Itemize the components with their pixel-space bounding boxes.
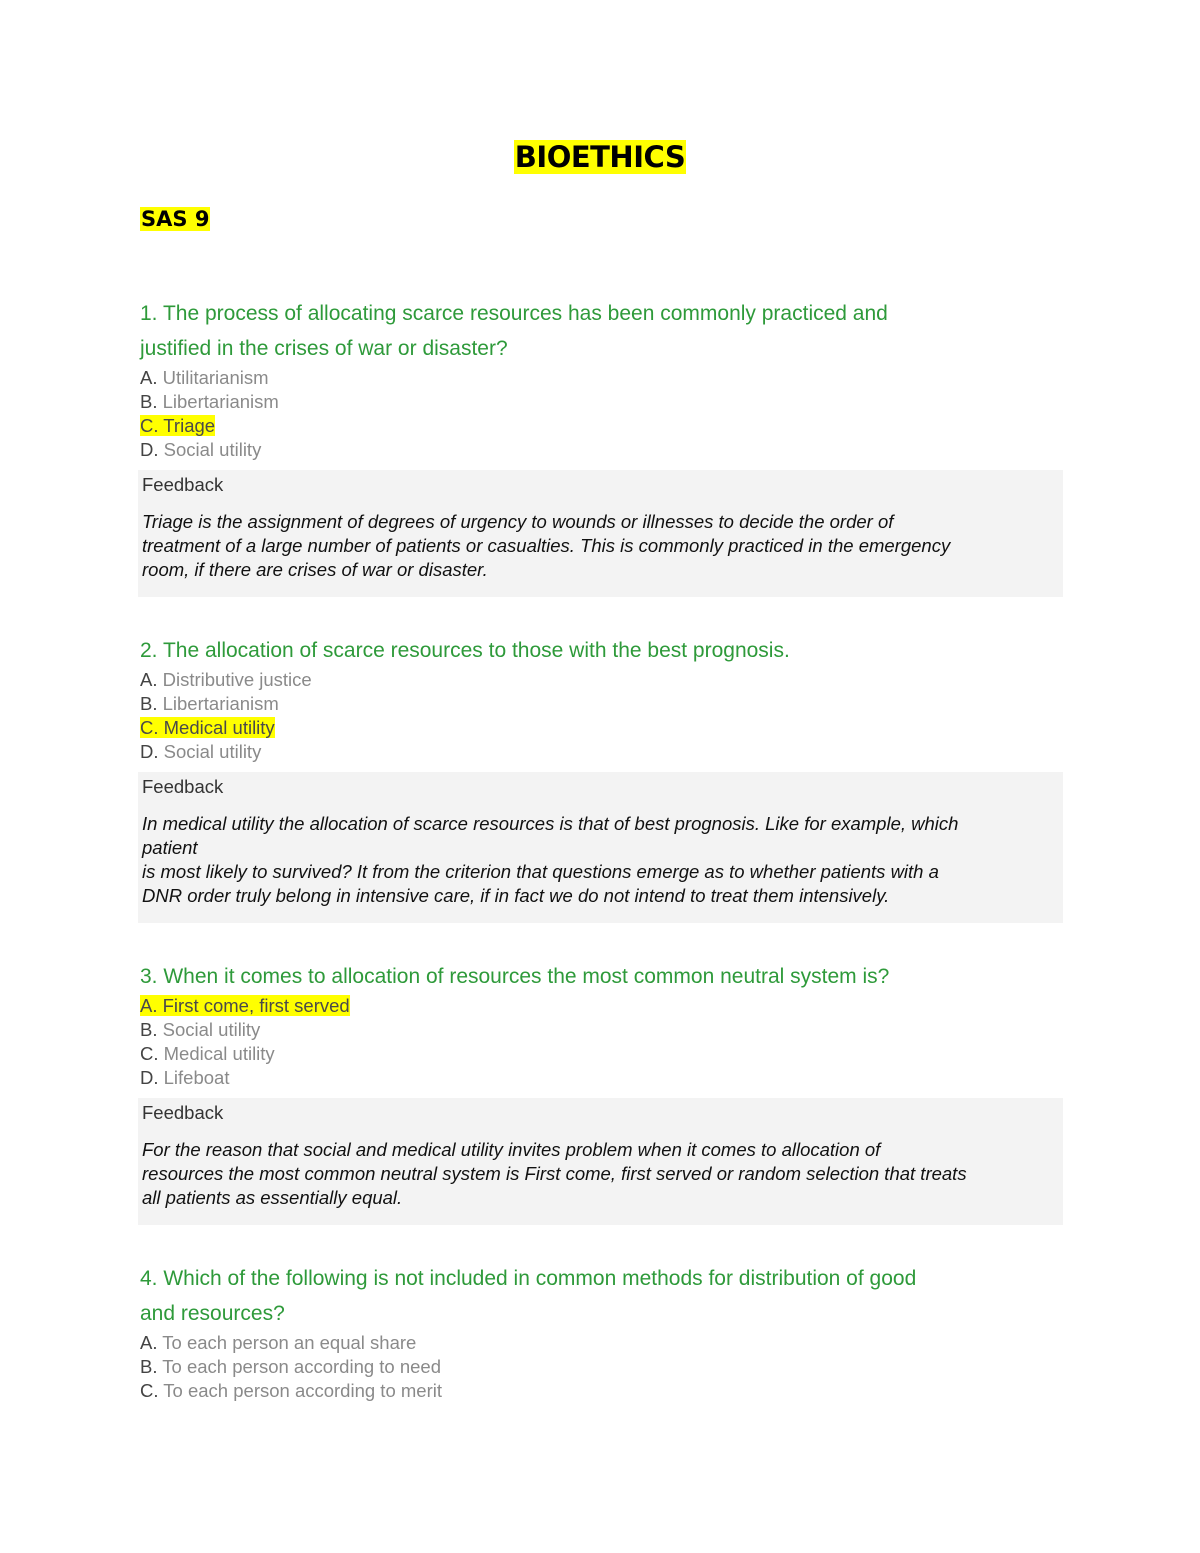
option-text: Medical utility [158,1043,275,1064]
option-text: Social utility [158,741,262,762]
question-2-feedback [138,772,1063,923]
feedback-line: DNR order truly belong in intensive care, if in fact we do not intend to treat them intensively. [142,885,890,906]
feedback-label: Feedback [142,776,224,797]
option-text: Medical utility [158,717,275,738]
option-letter: C. [140,717,159,738]
question-1-option-d [140,438,1065,462]
feedback-label: Feedback [142,474,224,495]
question-2-text-line1: 2. The allocation of scarce resources to those with the best prognosis. [140,639,790,662]
question-4-text-line2: and resources? [140,1302,285,1325]
question-1-option-b [140,390,1065,414]
question-1-text-line2: justified in the crises of war or disaster? [140,337,508,360]
question-1 [140,296,1065,462]
feedback-line: For the reason that social and medical utility invites problem when it comes to allocation of [142,1139,881,1160]
option-letter: A. [140,995,158,1016]
document-title-text: BIOETHICS [514,140,686,174]
feedback-line: treatment of a large number of patients or casualties. This is commonly practiced in the emergency [142,535,951,556]
option-text: Libertarianism [157,693,279,714]
question-4-option-a [140,1331,1065,1355]
feedback-line: room, if there are crises of war or disaster. [142,559,488,580]
question-4-options [140,1331,1065,1403]
question-2-option-a [140,668,1065,692]
option-letter: A. [140,669,158,690]
feedback-line: Triage is the assignment of degrees of urgency to wounds or illnesses to decide the order of [142,511,894,532]
feedback-label: Feedback [142,1102,224,1123]
question-3 [140,959,1065,1090]
option-letter: C. [140,1043,159,1064]
question-3-option-d [140,1066,1065,1090]
question-2-option-d [140,740,1065,764]
option-letter: B. [140,693,158,714]
document-subtitle-text: SAS 9 [141,207,210,231]
question-1-feedback [138,470,1063,597]
question-3-option-a-correct [140,994,1065,1018]
question-4 [140,1261,1065,1403]
option-letter: D. [140,741,159,762]
option-letter: C. [140,1380,159,1401]
question-1-option-a [140,366,1065,390]
option-text: To each person according to merit [158,1380,442,1401]
question-3-options [140,994,1065,1090]
question-3-option-b [140,1018,1065,1042]
option-text: Social utility [158,439,262,460]
option-text: Triage [158,415,216,436]
feedback-line: resources the most common neutral system is First come, first served or random selection that treats [142,1163,967,1184]
feedback-line: all patients as essentially equal. [142,1187,403,1208]
question-4-option-b [140,1355,1065,1379]
option-text: Libertarianism [157,391,279,412]
question-2-option-b [140,692,1065,716]
feedback-text [142,510,1059,582]
option-text: To each person according to need [157,1356,442,1377]
option-letter: D. [140,439,159,460]
option-text: Social utility [157,1019,261,1040]
question-1-text-line1: 1. The process of allocating scarce resources has been commonly practiced and [140,302,888,325]
question-3-option-c [140,1042,1065,1066]
option-letter: B. [140,1019,158,1040]
option-text: Lifeboat [158,1067,230,1088]
document-title [0,140,1200,174]
feedback-text [142,812,1059,908]
option-letter: A. [140,1332,158,1353]
option-text: First come, first served [157,995,350,1016]
question-2 [140,633,1065,764]
feedback-line: is most likely to survived? It from the criterion that questions emerge as to whether patients with a [142,861,939,882]
option-letter: C. [140,415,159,436]
option-letter: B. [140,1356,158,1377]
question-1-option-c-correct [140,414,1065,438]
option-letter: A. [140,367,158,388]
question-4-option-c [140,1379,1065,1403]
question-2-options [140,668,1065,764]
option-letter: B. [140,391,158,412]
question-4-text-line1: 4. Which of the following is not included in common methods for distribution of good [140,1267,917,1290]
question-2-option-c-correct [140,716,1065,740]
document-subtitle [140,207,210,231]
question-1-options [140,366,1065,462]
option-letter: D. [140,1067,159,1088]
question-3-text-line1: 3. When it comes to allocation of resources the most common neutral system is? [140,965,890,988]
feedback-line: patient [142,837,198,858]
feedback-line: In medical utility the allocation of scarce resources is that of best prognosis. Like for example, which [142,813,959,834]
option-text: To each person an equal share [157,1332,417,1353]
option-text: Distributive justice [157,669,312,690]
option-text: Utilitarianism [157,367,269,388]
question-3-feedback [138,1098,1063,1225]
feedback-text [142,1138,1059,1210]
